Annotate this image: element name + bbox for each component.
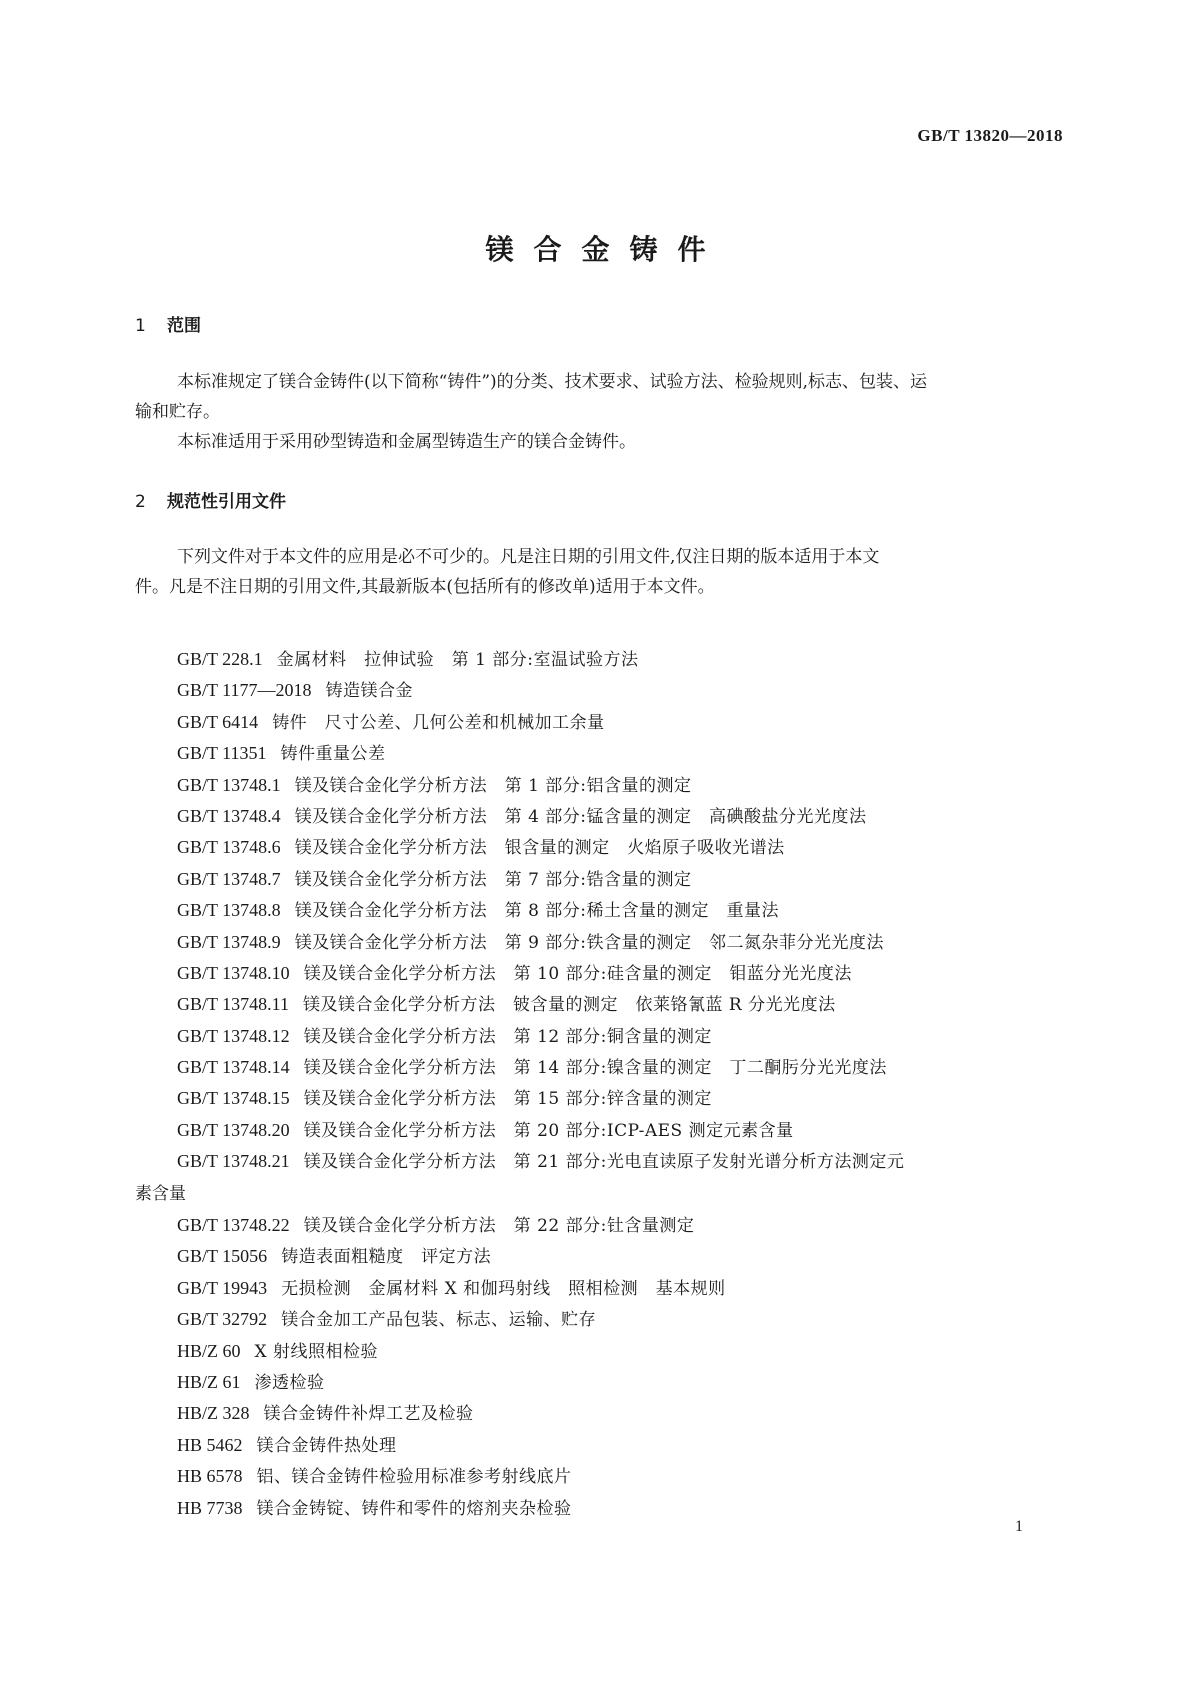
reference-title: 镁及镁合金化学分析方法 第 10 部分:硅含量的测定 钼蓝分光光度法 [303,963,852,984]
normative-references-list [135,644,1065,1524]
reference-title: 镁及镁合金化学分析方法 第 1 部分:铝含量的测定 [294,775,692,796]
reference-title: 镁及镁合金化学分析方法 银含量的测定 火焰原子吸收光谱法 [294,838,785,859]
reference-code: GB/T 13748.9 [177,931,281,952]
reference-item [135,1115,1065,1146]
reference-item [135,1336,1065,1367]
reference-code: GB/T 13748.15 [177,1088,290,1109]
section-1-title: 范围 [167,316,201,336]
section-1-number: 1 [135,316,146,336]
standard-number: GB/T 13820—2018 [917,126,1063,145]
reference-code: GB/T 13748.10 [177,962,290,983]
reference-item [135,707,1065,738]
reference-code: GB/T 6414 [177,711,259,732]
reference-item [135,1367,1065,1398]
reference-title: 镁及镁合金化学分析方法 铍含量的测定 依莱铬氰蓝 R 分光光度法 [303,995,836,1016]
reference-item [135,675,1065,706]
reference-title: 金属材料 拉伸试验 第 1 部分:室温试验方法 [276,650,639,670]
reference-item [135,1493,1065,1524]
reference-title: 镁及镁合金化学分析方法 第 12 部分:铜含量的测定 [303,1026,712,1047]
reference-item [135,644,1065,675]
reference-item [135,895,1065,926]
section-2-number: 2 [135,492,146,512]
reference-item [135,1461,1065,1492]
reference-item [135,1304,1065,1335]
reference-title: 镁及镁合金化学分析方法 第 21 部分:光电直读原子发射光谱分析方法测定元 [303,1152,905,1173]
reference-code: GB/T 32792 [177,1309,268,1330]
reference-code: GB/T 13748.14 [177,1057,290,1078]
reference-title-continuation: 素含量 [135,1183,186,1204]
reference-code: GB/T 13748.20 [177,1119,290,1140]
reference-code: GB/T 11351 [177,743,267,764]
section-1-heading [135,311,201,336]
reference-code: GB/T 228.1 [177,649,263,669]
reference-title: 镁合金铸件补焊工艺及检验 [263,1404,474,1425]
reference-item [135,801,1065,832]
section-1-paragraph-2-line: 本标准适用于采用砂型铸造和金属型铸造生产的镁合金铸件。 [177,432,636,452]
reference-title: 镁合金加工产品包装、标志、运输、贮存 [281,1310,597,1331]
reference-title: 镁及镁合金化学分析方法 第 9 部分:铁含量的测定 邻二氮杂菲分光光度法 [294,932,885,953]
reference-code: GB/T 13748.1 [177,774,281,795]
section-2-intro [135,542,1055,602]
section-1-paragraph-2 [135,427,1055,457]
reference-code: GB/T 19943 [177,1277,268,1298]
reference-title: 无损检测 金属材料 X 和伽玛射线 照相检测 基本规则 [281,1278,726,1299]
reference-code: GB/T 13748.22 [177,1215,290,1236]
reference-item [135,927,1065,958]
reference-code: GB/T 15056 [177,1246,268,1267]
reference-title: 渗透检验 [254,1373,325,1394]
reference-code: HB 5462 [177,1434,243,1455]
reference-title: 镁及镁合金化学分析方法 第 20 部分:ICP-AES 测定元素含量 [303,1120,794,1141]
reference-item [135,1430,1065,1461]
reference-code: HB 7738 [177,1497,243,1518]
reference-title: 镁及镁合金化学分析方法 第 14 部分:镍含量的测定 丁二酮肟分光光度法 [303,1058,887,1079]
section-2-intro-line-2: 件。凡是不注日期的引用文件,其最新版本(包括所有的修改单)适用于本文件。 [135,577,715,597]
reference-code: HB/Z 60 [177,1340,241,1361]
reference-code: GB/T 13748.12 [177,1025,290,1046]
document-title: 镁合金铸件 [485,233,726,266]
reference-title: 铸造表面粗糙度 评定方法 [281,1247,492,1268]
reference-item [135,958,1065,989]
reference-title: 铸件 尺寸公差、几何公差和机械加工余量 [272,712,605,733]
section-2-title: 规范性引用文件 [167,492,286,512]
reference-item [135,989,1065,1020]
reference-item [135,1146,1065,1210]
reference-title: 镁合金铸件热处理 [256,1435,397,1456]
section-2-heading [135,487,286,512]
reference-title: 镁及镁合金化学分析方法 第 15 部分:锌含量的测定 [303,1089,712,1110]
reference-item [135,1021,1065,1052]
reference-code: GB/T 13748.4 [177,805,281,826]
reference-item [135,1210,1065,1241]
reference-title: X 射线照相检验 [254,1341,379,1362]
reference-title: 镁合金铸锭、铸件和零件的熔剂夹杂检验 [256,1498,572,1519]
reference-title: 镁及镁合金化学分析方法 第 7 部分:锆含量的测定 [294,869,692,890]
reference-item [135,832,1065,863]
section-1-paragraph-1 [135,367,1055,427]
section-1-paragraph-1-line-2: 输和贮存。 [135,402,220,422]
reference-code: GB/T 13748.11 [177,994,290,1015]
section-2-intro-line-1: 下列文件对于本文件的应用是必不可少的。凡是注日期的引用文件,仅注日期的版本适用于本文 [177,547,880,567]
reference-title: 铝、镁合金铸件检验用标准参考射线底片 [256,1467,572,1488]
reference-title: 镁及镁合金化学分析方法 第 4 部分:锰含量的测定 高碘酸盐分光光度法 [294,806,867,827]
section-1-paragraph-1-line-1: 本标准规定了镁合金铸件(以下简称“铸件”)的分类、技术要求、试验方法、检验规则,标志、包装、运 [177,372,928,392]
reference-item [135,738,1065,769]
reference-item [135,1398,1065,1429]
reference-title: 镁及镁合金化学分析方法 第 22 部分:钍含量测定 [303,1216,695,1237]
reference-code: GB/T 13748.6 [177,837,281,858]
page-number: 1 [1015,1518,1023,1535]
reference-code: HB/Z 328 [177,1403,250,1424]
reference-code: GB/T 1177—2018 [177,680,312,701]
reference-code: HB/Z 61 [177,1372,241,1393]
reference-item [135,1052,1065,1083]
reference-item [135,1273,1065,1304]
reference-item [135,1241,1065,1272]
reference-item [135,770,1065,801]
reference-item [135,864,1065,895]
reference-title: 镁及镁合金化学分析方法 第 8 部分:稀土含量的测定 重量法 [294,901,780,922]
reference-code: GB/T 13748.8 [177,900,281,921]
reference-code: GB/T 13748.21 [177,1151,290,1172]
reference-code: GB/T 13748.7 [177,868,281,889]
reference-code: HB 6578 [177,1466,243,1487]
reference-title: 铸件重量公差 [280,744,386,765]
reference-title: 铸造镁合金 [325,681,414,702]
reference-item [135,1083,1065,1114]
